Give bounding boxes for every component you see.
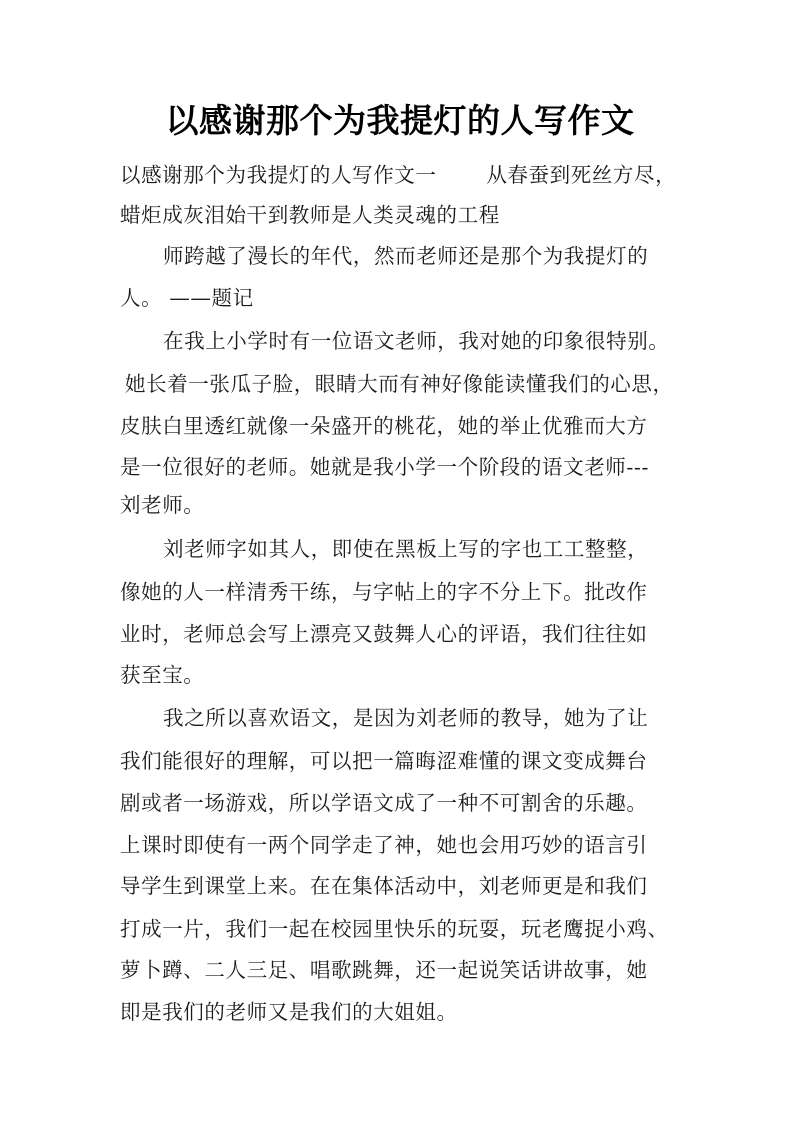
paragraph-line: 以感谢那个为我提灯的人写作文一 从春蚕到死丝方尽， bbox=[120, 163, 677, 187]
paragraph-line: 师跨越了漫长的年代，然而老师还是那个为我提灯的 bbox=[163, 244, 649, 268]
paragraph-line: 业时，老师总会写上漂亮又鼓舞人心的评语，我们往往如 bbox=[120, 622, 648, 646]
paragraph-line: 打成一片，我们一起在校园里快乐的玩耍，玩老鹰捉小鸡、 bbox=[120, 917, 669, 941]
paragraph-line: 我之所以喜欢语文，是因为刘老师的教导，她为了让 bbox=[163, 706, 649, 730]
paragraph-line: 她长着一张瓜子脸，眼睛大而有神好像能读懂我们的心思， bbox=[125, 372, 674, 396]
paragraph-line: 上课时即使有一两个同学走了神，她也会用巧妙的语言引 bbox=[120, 833, 648, 857]
paragraph-line: 刘老师字如其人，即使在黑板上写的字也工工整整， bbox=[163, 537, 649, 561]
document-title: 以感谢那个为我提灯的人写作文 bbox=[165, 101, 635, 140]
paragraph-line: 皮肤白里透红就像一朵盛开的桃花，她的举止优雅而大方 bbox=[120, 414, 648, 438]
paragraph-line: 我们能很好的理解，可以把一篇晦涩难懂的课文变成舞台 bbox=[120, 749, 648, 773]
paragraph-line: 刘老师。 bbox=[120, 493, 205, 517]
paragraph-line: 在我上小学时有一位语文老师，我对她的印象很特别。 bbox=[163, 329, 670, 353]
paragraph-line: 即是我们的老师又是我们的大姐姐。 bbox=[120, 1000, 458, 1024]
paragraph-line: 像她的人一样清秀干练，与字帖上的字不分上下。批改作 bbox=[120, 580, 648, 604]
paragraph-line: 剧或者一场游戏，所以学语文成了一种不可割舍的乐趣。 bbox=[120, 791, 648, 815]
paragraph-line: 获至宝。 bbox=[120, 663, 205, 687]
paragraph-line: 蜡炬成灰泪始干到教师是人类灵魂的工程 bbox=[120, 203, 500, 227]
paragraph-line: 萝卜蹲、二人三足、唱歌跳舞，还一起说笑话讲故事，她 bbox=[120, 958, 648, 982]
paragraph-line: 导学生到课堂上来。在在集体活动中，刘老师更是和我们 bbox=[120, 874, 648, 898]
paragraph-line: 人。 ——题记 bbox=[120, 286, 254, 310]
paragraph-line: 是一位很好的老师。她就是我小学一个阶段的语文老师--- bbox=[120, 455, 649, 479]
